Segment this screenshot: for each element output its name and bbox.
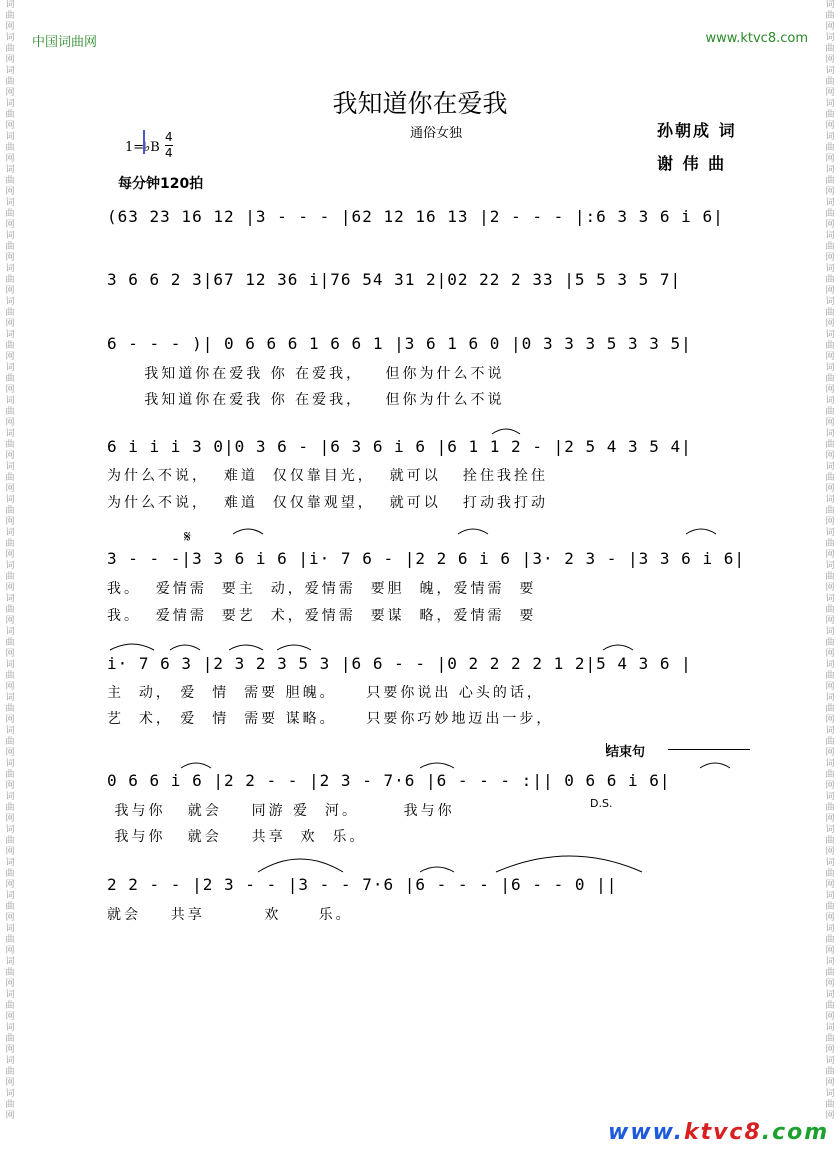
slur	[420, 867, 454, 872]
lyric-line-4a: 为什么不说， 难道 仅仅靠目光， 就可以 拴住我拴住	[107, 468, 549, 484]
watermark-right: 词曲网词曲网词曲网词曲网词曲网词曲网词曲网词曲网词曲网词曲网词曲网词曲网词曲网词曲网词曲网词曲网词曲网词曲网词曲网词曲网词曲网词曲网词曲网词曲网词曲网词曲网词曲网词曲网词曲网词曲网词曲网词曲网词曲网词曲网	[825, 0, 835, 1121]
composer: 谢 伟 曲	[657, 154, 727, 173]
score-line-8: 2 2 - - |2 3 - - |3 - - 7·6 |6 - - - |6 - - 0 ||	[107, 875, 618, 894]
lyric-line-7b: 我与你 就会 共享 欢 乐。	[107, 829, 367, 845]
tempo-marking: 每分钟120拍	[118, 176, 204, 192]
footer-logo[interactable]	[608, 1120, 829, 1145]
footer-logo-www: www.	[608, 1120, 684, 1145]
lyric-line-7a: 我与你 就会 同游 爱 河。 我与你	[107, 803, 455, 819]
score-line-5: 3 - - -|3 3 6 i 6 |i· 7 6 - |2 2 6 i 6 |3· 2 3 - |3 3 6 i 6|	[107, 549, 745, 568]
time-numerator: 4	[165, 130, 173, 144]
score-line-6: i· 7 6 3 |2 3 2 3 5 3 |6 6 - - |0 2 2 2 2 1 2|5 4 3 6 |	[107, 654, 692, 673]
lyric-line-5b: 我。 爱情需 要艺 术，爱情需 要谋 略，爱情需 要	[107, 608, 537, 624]
lyric-line-6a: 主 动， 爱 情 需要 胆魄。 只要你说出 心头的话，	[107, 685, 544, 701]
ending-label: 结束句	[606, 745, 646, 760]
score-line-3: 6 - - - )| 0 6 6 6 1 6 6 1 |3 6 1 6 0 |0 3 3 3 5 3 3 5|	[107, 334, 692, 353]
lyric-line-5a: 我。 爱情需 要主 动，爱情需 要胆 魄，爱情需 要	[107, 581, 537, 597]
slur	[492, 429, 520, 434]
score-line-7: 0 6 6 i 6 |2 2 - - |2 3 - 7·6 |6 - - - :|| 0 6 6 i 6|	[107, 771, 671, 790]
segno-sign: 𝄋	[184, 527, 191, 546]
slur	[181, 763, 211, 768]
slur	[420, 763, 454, 768]
score-line-1: (63 23 16 12 |3 - - - |62 12 16 13 |2 - - - |:6 3 3 6 i 6|	[107, 207, 724, 226]
slur	[258, 859, 343, 872]
key-signature: 1=♭B	[125, 140, 160, 155]
slur	[700, 763, 730, 768]
song-genre: 通俗女独	[410, 126, 463, 141]
score-line-2: 3 6 6 2 3|67 12 36 i|76 54 31 2|02 22 2 33 |5 5 3 5 7|	[107, 270, 682, 289]
lyric-line-3b: 我知道你在爱我 你 在爱我， 但你为什么不说	[107, 392, 505, 408]
slur	[686, 529, 716, 534]
lyricist: 孙朝成 词	[657, 121, 737, 140]
slur	[170, 645, 200, 650]
lyric-line-4b: 为什么不说， 难道 仅仅靠观望， 就可以 打动我打动	[107, 495, 549, 511]
slur	[233, 529, 263, 534]
slur	[110, 644, 154, 650]
site-url[interactable]: www.ktvc8.com	[705, 31, 808, 46]
slur	[603, 645, 633, 650]
lyric-line-6b: 艺 术， 爱 情 需要 谋略。 只要你巧妙地迈出一步，	[107, 711, 554, 727]
slur	[229, 645, 263, 650]
score-line-4: 6 i i i 3 0|0 3 6 - |6 3 6 i 6 |6 1 1 2 - |2 5 4 3 5 4|	[107, 437, 692, 456]
lyric-line-8a: 就会 共享 欢 乐。	[107, 907, 353, 923]
slur	[277, 645, 311, 650]
footer-logo-com: .com	[761, 1120, 830, 1145]
site-name[interactable]: 中国词曲网	[32, 35, 98, 50]
lyric-line-3a: 我知道你在爱我 你 在爱我， 但你为什么不说	[107, 366, 505, 382]
slur	[458, 529, 488, 534]
ds-marking: D.S.	[590, 797, 613, 810]
slur	[496, 856, 642, 872]
time-denominator: 4	[165, 146, 173, 160]
song-title: 我知道你在爱我	[332, 89, 508, 118]
watermark-left: 词曲网词曲网词曲网词曲网词曲网词曲网词曲网词曲网词曲网词曲网词曲网词曲网词曲网词曲网词曲网词曲网词曲网词曲网词曲网词曲网词曲网词曲网词曲网词曲网词曲网词曲网词曲网词曲网词曲网词曲网词曲网词曲网词曲网词曲网	[5, 0, 15, 1121]
footer-logo-ktvc8: ktvc8	[683, 1120, 762, 1145]
